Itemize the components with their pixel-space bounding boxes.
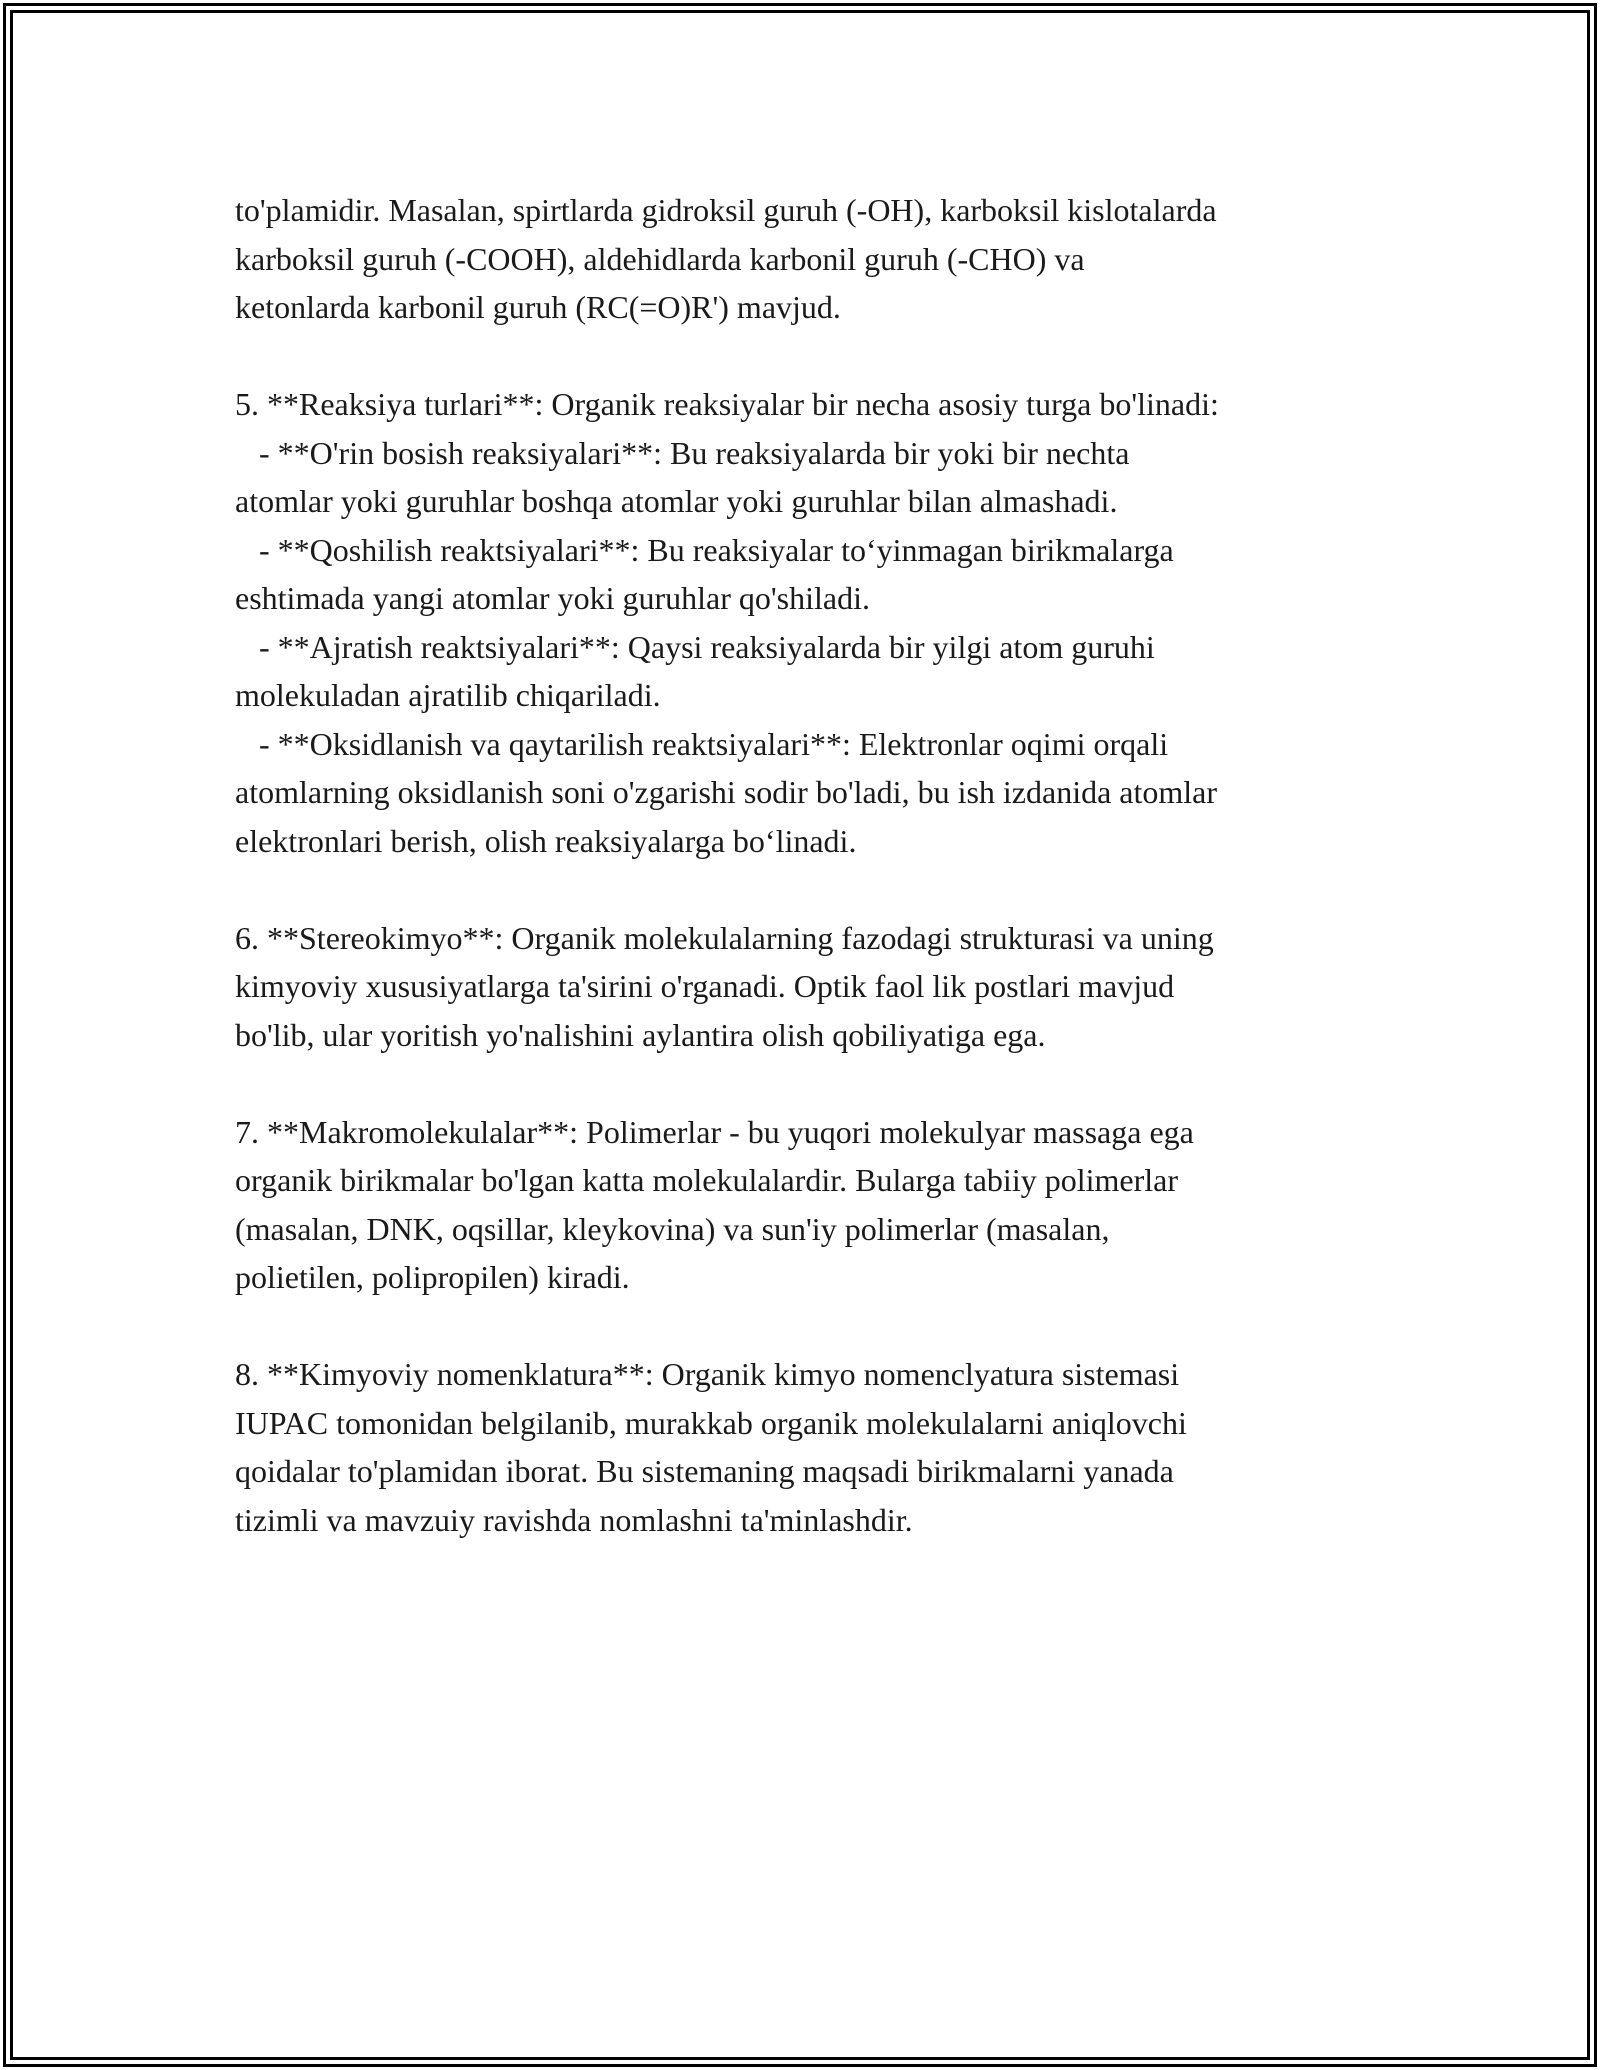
text-line: atomlar yoki guruhlar boshqa atomlar yoki guruhlar bilan almashadi. bbox=[235, 483, 1118, 519]
document-body bbox=[235, 186, 1415, 1544]
text-line: kimyoviy xususiyatlarga ta'sirini o'rganadi. Optik faol lik postlari mavjud bbox=[235, 968, 1175, 1004]
blank-line bbox=[235, 1059, 1415, 1108]
text-line: - **Ajratish reaktsiyalari**: Qaysi reaksiyalarda bir yilgi atom guruhi bbox=[235, 628, 1155, 665]
text-line: polietilen, polipropilen) kiradi. bbox=[235, 1259, 630, 1295]
section-7-heading-line: 7. **Makromolekulalar**: Polimerlar - bu yuqori molekulyar massaga ega bbox=[235, 1113, 1194, 1150]
text-line: eshtimada yangi atomlar yoki guruhlar qo'shiladi. bbox=[235, 580, 870, 616]
blank-line bbox=[235, 332, 1415, 381]
text-line: - **Qoshilish reaktsiyalari**: Bu reaksiyalar to‘yinmagan birikmalarga bbox=[235, 531, 1174, 568]
text-line: karboksil guruh (-COOH), aldehidlarda karbonil guruh (-CHO) va bbox=[235, 240, 1085, 277]
section-5-heading-line: 5. **Reaksiya turlari**: Organik reaksiyalar bir necha asosiy turga bo'linadi: bbox=[235, 386, 1219, 422]
text-line: organik birikmalar bo'lgan katta molekulalardir. Bularga tabiiy polimerlar bbox=[235, 1162, 1178, 1198]
text-line: to'plamidir. Masalan, spirtlarda gidroksil guruh (-OH), karboksil kislotalarda bbox=[235, 192, 1217, 228]
section-6-heading-line: 6. **Stereokimyo**: Organik molekulalarning fazodagi strukturasi va uning bbox=[235, 919, 1214, 956]
text-line: atomlarning oksidlanish soni o'zgarishi sodir bo'ladi, bu ish izdanida atomlar bbox=[235, 774, 1218, 810]
blank-line bbox=[235, 865, 1415, 914]
text-line: - **Oksidlanish va qaytarilish reaktsiyalari**: Elektronlar oqimi orqali bbox=[235, 725, 1169, 762]
text-line: molekuladan ajratilib chiqariladi. bbox=[235, 677, 661, 713]
text-line: bo'lib, ular yoritish yo'nalishini aylantira olish qobiliyatiga ega. bbox=[235, 1016, 1046, 1053]
text-line: qoidalar to'plamidan iborat. Bu sistemaning maqsadi birikmalarni yanada bbox=[235, 1453, 1174, 1489]
text-line: - **O'rin bosish reaksiyalari**: Bu reaksiyalarda bir yoki bir nechta bbox=[235, 434, 1130, 471]
text-line: (masalan, DNK, oqsillar, kleykovina) va sun'iy polimerlar (masalan, bbox=[235, 1210, 1110, 1247]
text-line: elektronlari berish, olish reaksiyalarga bo‘linadi. bbox=[235, 822, 857, 859]
blank-line bbox=[235, 1302, 1415, 1351]
section-8-heading-line: 8. **Kimyoviy nomenklatura**: Organik kimyo nomenclyatura sistemasi bbox=[235, 1356, 1180, 1392]
text-line: IUPAC tomonidan belgilanib, murakkab organik molekulalarni aniqlovchi bbox=[235, 1404, 1187, 1441]
text-line: tizimli va mavzuiy ravishda nomlashni ta'minlashdir. bbox=[235, 1501, 913, 1538]
text-line: ketonlarda karbonil guruh (RC(=O)R') mavjud. bbox=[235, 289, 841, 325]
